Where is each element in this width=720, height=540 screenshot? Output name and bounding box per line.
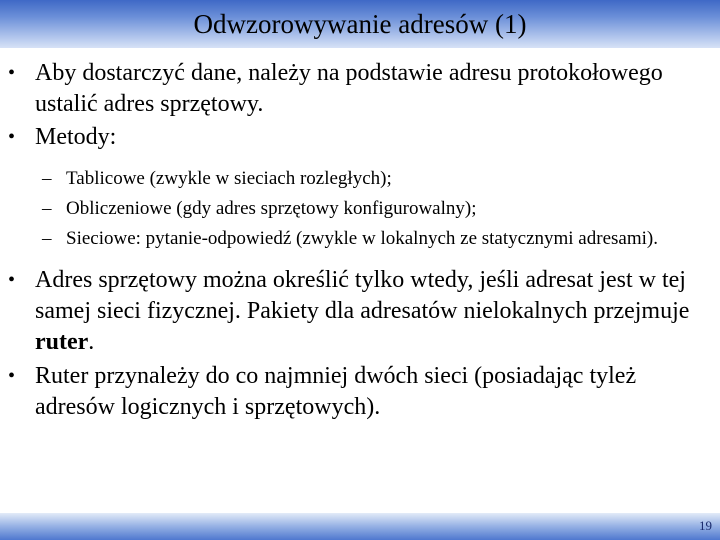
bullet-text-end: . bbox=[88, 329, 95, 355]
sub-item-text: Tablicowe (zwykle w sieciach rozległych); bbox=[66, 168, 392, 189]
bullet-item bbox=[0, 361, 720, 423]
footer-bar bbox=[0, 513, 720, 540]
bold-term: ruter bbox=[35, 329, 89, 355]
sub-item-text: Sieciowe: pytanie-odpowiedź (zwykle w lokalnych ze statycznymi adresami). bbox=[66, 228, 658, 249]
bullet-marker: • bbox=[8, 126, 16, 148]
bullet-text: Aby dostarczyć dane, należy na podstawie adresu protokołowego ustalić adres sprzętowy. bbox=[35, 60, 663, 117]
bullet-item bbox=[0, 58, 720, 120]
dash-marker: – bbox=[42, 168, 52, 189]
dash-marker: – bbox=[42, 228, 52, 249]
slide-title: Odwzorowywanie adresów (1) bbox=[193, 9, 527, 39]
title-bar bbox=[0, 0, 720, 48]
bullet-marker: • bbox=[8, 269, 16, 291]
bullet-text: Ruter przynależy do co najmniej dwóch sieci (posiadając tyleż adresów logicznych i sprzętowych). bbox=[35, 363, 637, 420]
bullet-item bbox=[0, 122, 720, 153]
bullet-marker: • bbox=[8, 365, 16, 387]
slide-content bbox=[0, 50, 720, 423]
sub-item bbox=[0, 197, 720, 221]
dash-marker: – bbox=[42, 198, 52, 219]
bullet-marker: • bbox=[8, 62, 16, 84]
sub-item-text: Obliczeniowe (gdy adres sprzętowy konfigurowalny); bbox=[66, 198, 477, 219]
sub-item bbox=[0, 167, 720, 191]
bullet-item bbox=[0, 265, 720, 358]
bullet-text: Metody: bbox=[35, 124, 117, 150]
bullet-text: Adres sprzętowy można określić tylko wtedy, jeśli adresat jest w tej samej sieci fizycznej. Pakiety dla adresatów nielokalnych przejmuje bbox=[35, 267, 690, 324]
sub-item bbox=[0, 227, 720, 251]
page-number: 19 bbox=[699, 518, 712, 533]
